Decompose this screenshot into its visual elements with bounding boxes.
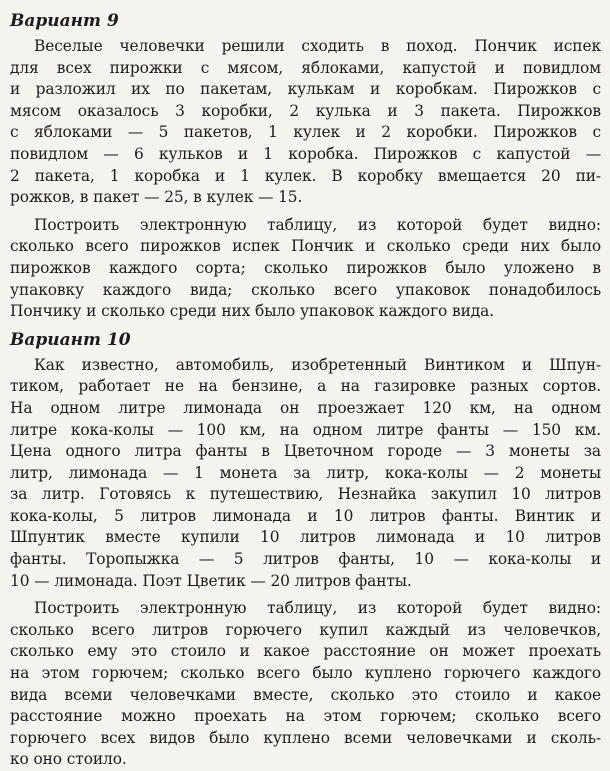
text-line: Построить электронную таблицу, из которой будет видно: [34,215,601,234]
variant-10-paragraph-1 [10,355,601,593]
text-line: фанты. Торопыжка — 5 литров фанты, 10 — кока-колы и [10,550,601,569]
text-line: с яблоками — 5 пакетов, 1 кулек и 2 коробки. Пирожков с [10,123,601,142]
variant-10-section [10,329,601,771]
text-line: Веселые человечки решили сходить в поход. Пончик испек [34,37,601,55]
variant-9-paragraph-1 [10,36,601,209]
text-line: 2 пакета, 1 коробка и 1 кулек. В коробку вмещается 20 пи- [10,166,601,185]
text-line: за литр. Готовясь к путешествию, Незнайка закупил 10 литров [10,485,601,504]
text-line: Цена одного литра фанты в Цветочном городе — 3 монеты за [10,442,601,461]
text-line: расстояние можно проехать на этом горючем; сколько всего [10,707,601,726]
text-line: сколько ему это стоило и какое расстояние он может проехать [10,642,601,661]
text-line: на этом горючем; сколько всего было куплено горючего каждого [10,664,601,683]
text-line: сколько всего литров горючего купил каждый из человечков, [10,620,601,639]
text-line: Шпунтик вместе купили 10 литров лимонада и 10 литров [10,528,601,547]
text-line: рожков, в пакет — 25, в кулек — 15. [10,188,303,207]
text-line: пирожков каждого сорта; сколько пирожков было уложено в [10,258,601,277]
text-line: ко оно стоило. [10,750,127,769]
text-line: На одном литре лимонада он проезжает 120 км, на одном [10,398,601,417]
text-line: кока-колы, 5 литров лимонада и 10 литров фанты. Винтик и [10,506,601,525]
text-line: тиком, работает не на бензине, а на газировке разных сортов. [10,377,601,396]
text-line: мясом оказалось 3 коробки, 2 кулька и 3 пакета. Пирожков [10,101,601,120]
variant-9-title: Вариант 9 [10,11,119,31]
variant-9-paragraph-2 [10,215,601,323]
text-line: сколько всего пирожков испек Пончик и сколько среди них было [10,237,601,256]
text-line: повидлом — 6 кульков и 1 коробка. Пирожков с капустой — [10,144,601,163]
variant-10-paragraph-2 [10,598,601,771]
text-line: вида всеми человечками вместе, сколько это стоило и какое [10,685,601,704]
variant-10-title: Вариант 10 [10,329,131,350]
text-line: и разложил их по пакетам, кулькам и коробкам. Пирожков с [10,80,601,99]
variant-9-section [10,10,601,323]
text-line: 10 — лимонада. Поэт Цветик — 20 литров фанты. [10,571,412,590]
text-line: горючего всех видов было куплено всеми человечками и сколь- [10,728,601,747]
text-line: Построить электронную таблицу, из которой будет видно: [34,599,601,618]
text-line: Пончику и сколько среди них было упаковок каждого вида. [10,302,494,321]
text-line: для всех пирожки с мясом, яблоками, капустой и повидлом [10,58,601,77]
text-line: литр, лимонада — 1 монета за литр, кока-колы — 2 монеты [10,463,601,482]
text-line: упаковку каждого вида; сколько всего упаковок понадобилось [10,280,601,299]
text-line: литре кока-колы — 100 км, на одном литре фанты — 150 км. [10,420,601,439]
text-line: Как известно, автомобиль, изобретенный Винтиком и Шпун- [34,355,601,374]
